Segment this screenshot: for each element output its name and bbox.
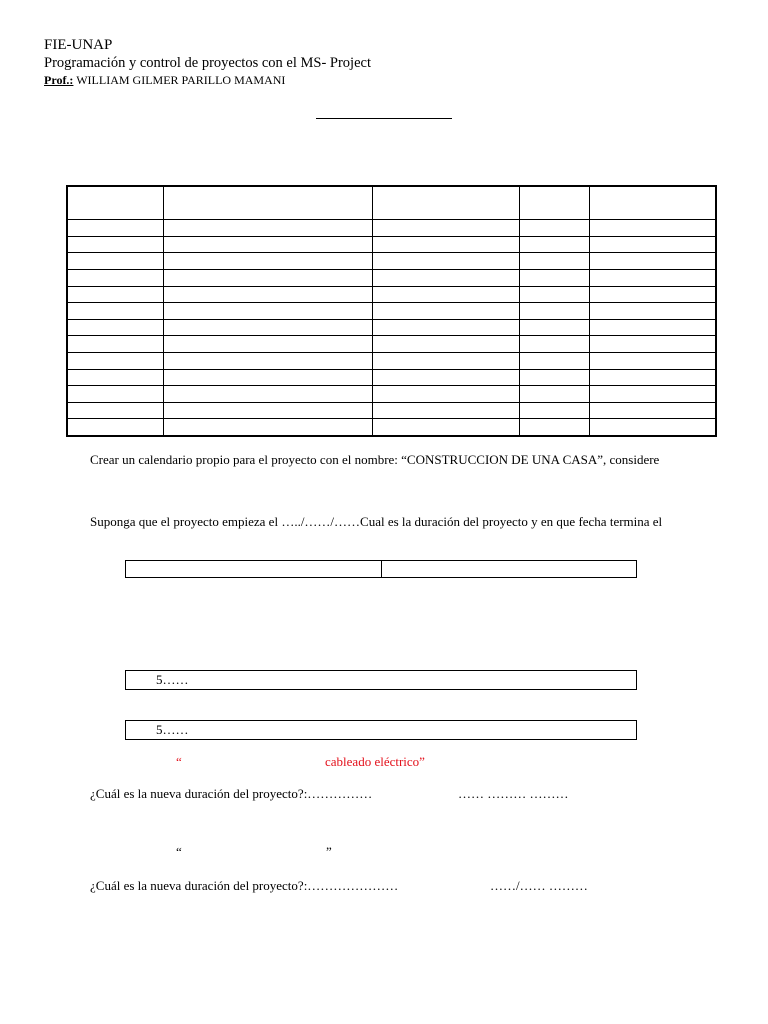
table-cell (67, 402, 163, 419)
table-cell (67, 336, 163, 353)
table-cell (519, 253, 589, 270)
table-cell (163, 402, 372, 419)
table-cell (519, 386, 589, 403)
item-box-2 (125, 720, 637, 740)
table-cell (163, 386, 372, 403)
table-row (67, 386, 716, 403)
course-title: Programación y control de proyectos con el MS- Project (44, 55, 371, 71)
table-cell (519, 236, 589, 253)
table-cell (372, 336, 519, 353)
table-cell (67, 369, 163, 386)
table-cell (372, 386, 519, 403)
answer-cell-left (126, 561, 381, 577)
table-cell (519, 352, 589, 369)
item-box-1 (125, 670, 637, 690)
title-underline (316, 118, 452, 119)
table-cell (67, 419, 163, 436)
table-cell (519, 402, 589, 419)
table-cell (589, 236, 716, 253)
table-cell (372, 352, 519, 369)
table-cell (163, 220, 372, 237)
table-cell (67, 286, 163, 303)
table-cell (67, 269, 163, 286)
table-cell (519, 336, 589, 353)
calendar-instruction: Crear un calendario propio para el proyecto con el nombre: “CONSTRUCCION DE UNA CASA”, considere (90, 452, 660, 467)
table-cell (163, 286, 372, 303)
table-cell (589, 286, 716, 303)
table-cell (67, 386, 163, 403)
table-row (67, 220, 716, 237)
table-cell (589, 253, 716, 270)
table-cell (589, 269, 716, 286)
table-header-cell (372, 186, 519, 220)
table-header-row (67, 186, 716, 220)
end-date-2: ……/…… ……… (490, 878, 588, 893)
table-row (67, 303, 716, 320)
table-cell (372, 369, 519, 386)
table-cell (372, 303, 519, 320)
table-row (67, 419, 716, 436)
table-cell (372, 419, 519, 436)
table-cell (372, 286, 519, 303)
table-row (67, 319, 716, 336)
table-cell (163, 319, 372, 336)
table-cell (163, 336, 372, 353)
table-cell (589, 369, 716, 386)
table-row (67, 269, 716, 286)
professor-label: Prof.: (44, 73, 74, 87)
table-cell (67, 236, 163, 253)
duration-question-1: ¿Cuál es la nueva duración del proyecto?:…………… (90, 786, 373, 801)
item-number: 5…… (156, 722, 189, 737)
table-cell (372, 319, 519, 336)
table-cell (67, 352, 163, 369)
table-cell (589, 336, 716, 353)
professor-name: WILLIAM GILMER PARILLO MAMANI (73, 73, 286, 87)
table-header-cell (67, 186, 163, 220)
answer-table (125, 560, 637, 578)
table-cell (589, 419, 716, 436)
table-cell (589, 319, 716, 336)
item-number: 5…… (156, 672, 189, 687)
table-row (67, 286, 716, 303)
start-date-question: Suponga que el proyecto empieza el …../……/……Cual es la duración del proyecto y en que fecha termina el (90, 514, 663, 529)
table-cell (163, 419, 372, 436)
table-cell (519, 286, 589, 303)
table-cell (519, 269, 589, 286)
table-cell (67, 319, 163, 336)
table-header-cell (519, 186, 589, 220)
table-cell (163, 369, 372, 386)
table-row (67, 336, 716, 353)
table-cell (372, 269, 519, 286)
table-cell (519, 419, 589, 436)
table-cell (589, 303, 716, 320)
table-cell (589, 352, 716, 369)
institution-name: FIE-UNAP (44, 37, 113, 53)
table-cell (163, 352, 372, 369)
table-row (67, 352, 716, 369)
table-row (67, 402, 716, 419)
open-quote: “ (176, 844, 182, 859)
answer-cell-right (381, 561, 637, 577)
end-date-1: …… ……… ……… (458, 786, 569, 801)
red-task-name: cableado eléctrico” (325, 754, 425, 769)
table-cell (372, 236, 519, 253)
close-quote: ” (326, 844, 332, 859)
table-cell (163, 269, 372, 286)
duration-question-2: ¿Cuál es la nueva duración del proyecto?:………………… (90, 878, 399, 893)
table-cell (589, 386, 716, 403)
table-cell (67, 303, 163, 320)
table-cell (67, 220, 163, 237)
table-cell (372, 402, 519, 419)
table-cell (519, 319, 589, 336)
table-row (67, 236, 716, 253)
table-row (67, 253, 716, 270)
table-header-cell (589, 186, 716, 220)
table-cell (67, 253, 163, 270)
table-cell (372, 220, 519, 237)
table-cell (163, 253, 372, 270)
table-cell (372, 253, 519, 270)
red-open-quote: “ (176, 754, 182, 769)
table-row (67, 369, 716, 386)
table-cell (163, 236, 372, 253)
table-cell (163, 303, 372, 320)
table-cell (519, 369, 589, 386)
professor-line (44, 73, 285, 88)
table-cell (519, 303, 589, 320)
table-cell (589, 220, 716, 237)
task-table (66, 185, 717, 437)
table-cell (589, 402, 716, 419)
table-cell (519, 220, 589, 237)
table-header-cell (163, 186, 372, 220)
